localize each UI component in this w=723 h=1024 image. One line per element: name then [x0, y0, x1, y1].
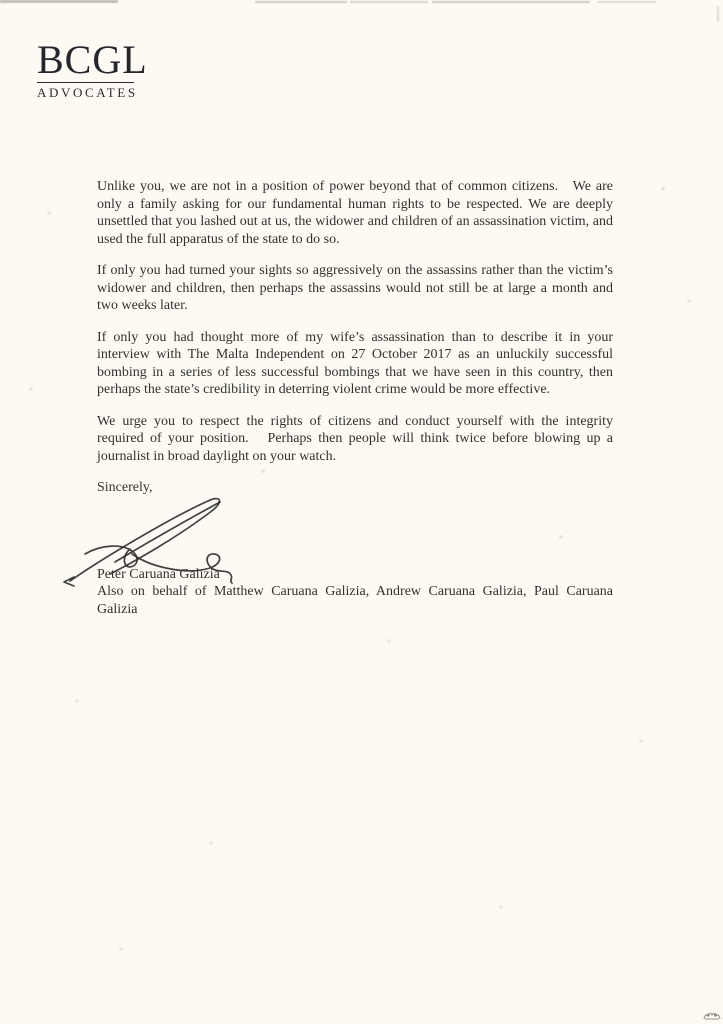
- paragraph-3: If only you had thought more of my wife’s assassination than to describe it in your interview with The Malta Independent on 27 October 2017 as an unluckily successful bombing in a series of less successful bombings that we have seen in this country, then perhaps the state’s credibility in deterring violent crime would be more effective.: [97, 329, 613, 397]
- paragraph-4: We urge you to respect the rights of citizens and conduct yourself with the integrity required of your position. Perhaps then people will think twice before blowing up a journalist in broad daylight on your watch.: [97, 413, 613, 464]
- paragraph-2: If only you had turned your sights so aggressively on the assassins rather than the victim’s widower and children, then perhaps the assassins would not still be at large a month and two weeks later.: [97, 263, 613, 313]
- letterhead: [37, 37, 148, 101]
- scan-edge-artifact: [350, 1, 428, 3]
- signatory-name: Peter Caruana Galizia: [97, 566, 220, 582]
- footer-emblem-icon: [702, 1008, 722, 1022]
- paragraph-1: Unlike you, we are not in a position of power beyond that of common citizens. We are only a family asking for our fundamental human rights to be respected. We are deeply unsettled that you lashed out at us, the widower and children of an assassination victim, and used the full apparatus of the state to do so.: [97, 179, 613, 247]
- firm-logo-text: BCGL: [37, 37, 148, 82]
- scan-edge-artifact: [598, 1, 656, 3]
- valediction: Sincerely,: [97, 480, 153, 495]
- scan-edge-artifact: [0, 0, 118, 3]
- signature-space: [97, 497, 613, 566]
- logo-divider-rule: [37, 82, 134, 83]
- scan-edge-artifact: [255, 1, 347, 3]
- scan-edge-artifact: [432, 1, 590, 3]
- scan-edge-artifact: [717, 6, 719, 22]
- letter-body: [97, 178, 613, 618]
- firm-subtitle: ADVOCATES: [37, 85, 138, 100]
- scan-noise-specks: [0, 0, 2, 2]
- on-behalf-line: Also on behalf of Matthew Caruana Galizia, Andrew Caruana Galizia, Paul Caruana Galizia: [97, 584, 613, 617]
